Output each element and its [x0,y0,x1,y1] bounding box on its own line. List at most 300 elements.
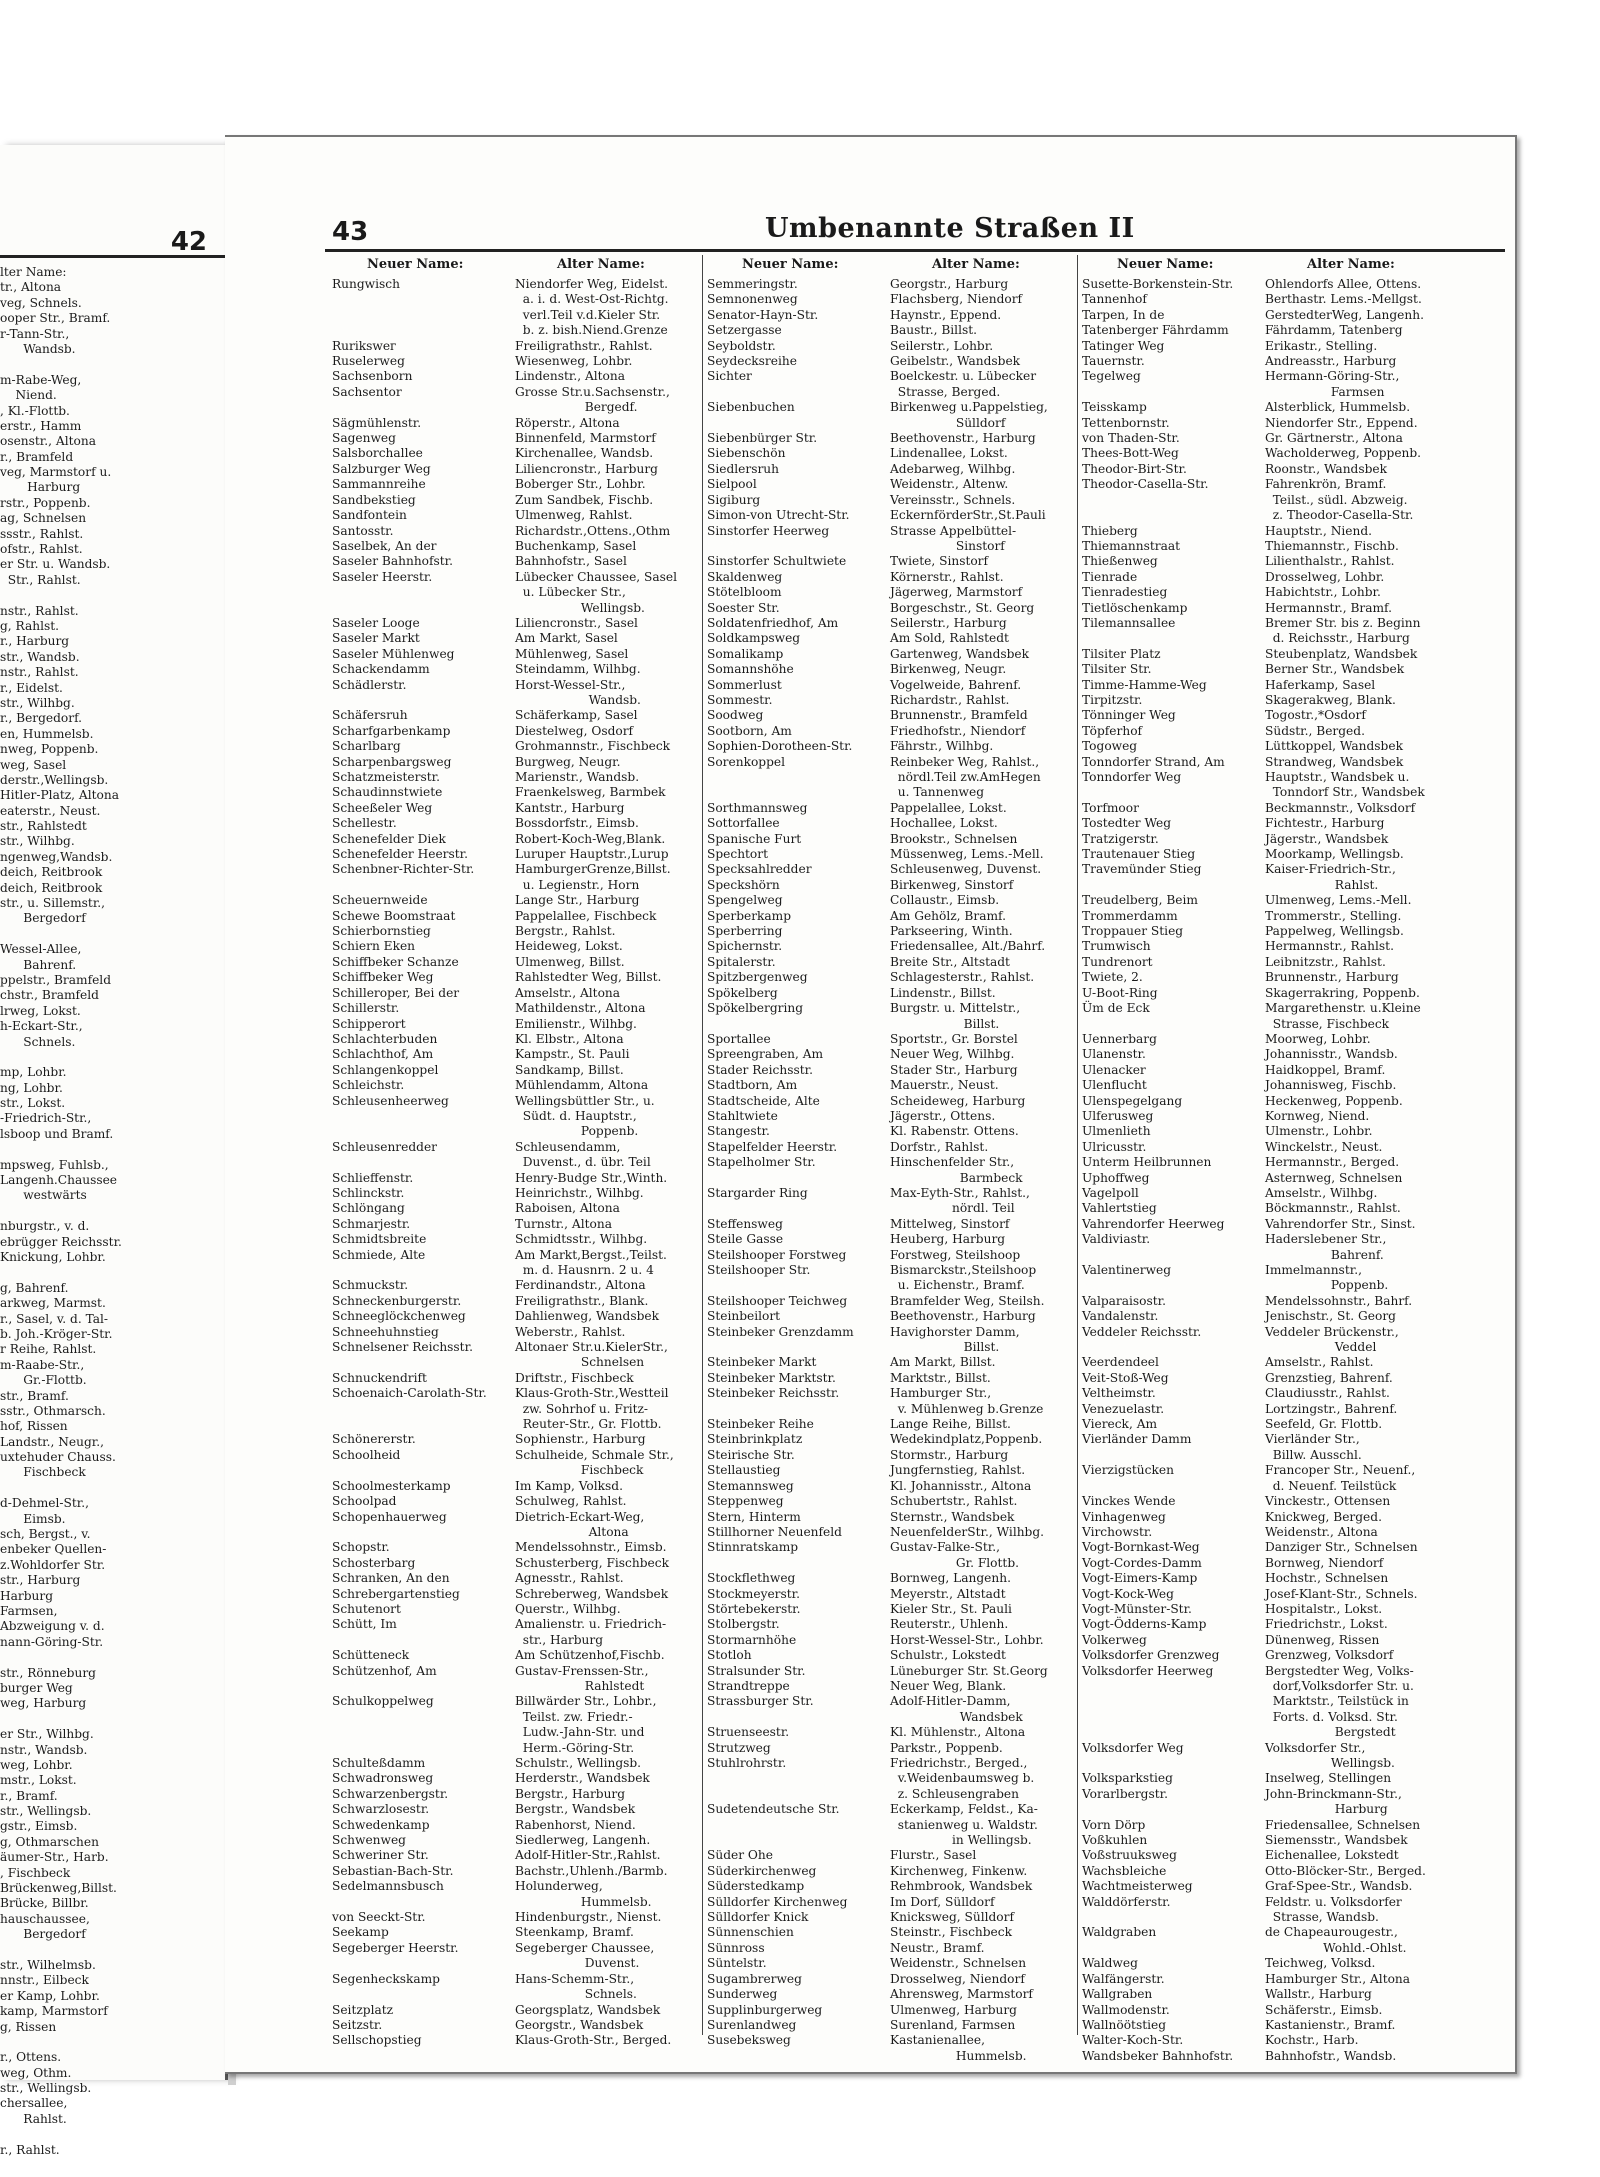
left-page-line: chstr., Bramfeld [0,988,99,1003]
street-entry [1082,1525,1452,1540]
street-entry [1082,1510,1452,1525]
old-street-name: Neuer Weg, Blank. [890,1678,1007,1693]
street-entry [1082,601,1452,616]
old-street-name: Richardstr., Rahlst. [890,692,1010,707]
street-entry [332,1864,702,1879]
new-street-name: Sägmühlenstr. [332,415,422,430]
street-entry [707,1217,1077,1232]
new-street-name: Sperberring [707,924,783,939]
new-street-name: Schutenort [332,1601,401,1616]
new-street-name: Tratzigerstr. [1082,831,1159,846]
left-page-line: Gr.-Flottb. [0,1373,87,1388]
old-street-name: Steinstr., Fischbeck [890,1925,1012,1940]
old-street-name: Wacholderweg, Poppenb. [1265,446,1422,461]
new-street-name: Stralsunder Str. [707,1663,806,1678]
street-entry [707,1941,1077,1956]
left-page-line: str., Wellingsb. [0,1804,92,1819]
header-old-name: Alter Name: [932,257,1020,272]
old-street-name: Friedensallee, Alt./Bahrf. [890,939,1046,954]
new-street-name: Uphoffweg [1082,1170,1150,1185]
street-entry [707,693,1077,708]
street-entry [1082,1371,1452,1386]
new-street-name: Volkerweg [1082,1632,1147,1647]
street-entry [707,1972,1077,1987]
new-street-name: Seitzplatz [332,2002,394,2017]
new-street-name: Tatenberger Fährdamm [1082,323,1229,338]
old-street-name: Hermann-Göring-Str., Farmsen [1265,369,1400,399]
new-street-name: Sellschopstieg [332,2033,422,2048]
street-entry [707,1140,1077,1155]
column-separator [1077,255,1078,2035]
left-page-line: str., Bramf. [0,1388,69,1403]
left-page-line: r., Bramf. [0,1788,58,1803]
left-page-line: Str., Rahlst. [0,572,81,587]
new-street-name: Tatinger Weg [1082,338,1165,353]
street-entry [1082,1124,1452,1139]
street-entry [332,431,702,446]
old-street-name: Drosselweg, Lohbr. [1265,569,1385,584]
street-entry [1082,1602,1452,1617]
old-street-name: Parkseering, Winth. [890,924,1013,939]
street-entry [707,524,1077,555]
left-page-line: r-Tann-Str., [0,326,70,341]
old-street-name: Moorkamp, Wellingsb. [1265,847,1404,862]
street-entry [1082,693,1452,708]
left-page-line [0,1050,122,1065]
old-street-name: Am Gehölz, Bramf. [890,908,1006,923]
left-page-line: Knickung, Lohbr. [0,1250,106,1264]
street-entry [1082,1833,1452,1848]
old-street-name: Weberstr., Rahlst. [515,1324,626,1339]
old-street-name: Georgstr., Wandsbek [515,2017,644,2032]
new-street-name: Steinbeker Reihe [707,1417,814,1432]
new-street-name: Veltheimstr. [1082,1386,1156,1401]
old-street-name: Lindenstr., Altona [515,369,626,384]
new-street-name: Steinbeker Marktstr. [707,1370,836,1385]
new-street-name: Schoolmesterkamp [332,1478,451,1493]
new-street-name: Saseler Heerstr. [332,569,433,584]
street-entry [707,508,1077,523]
street-entry [1082,1848,1452,1863]
street-entry [332,1648,702,1663]
street-entry [707,1587,1077,1602]
street-entry [332,277,702,339]
street-entry [1082,662,1452,677]
old-street-name: Grenzstieg, Bahrenf. [1265,1370,1393,1385]
left-page-line: d-Dehmel-Str., [0,1496,90,1511]
left-page-line: Fischbeck [0,1465,86,1480]
new-street-name: Steppenweg [707,1494,784,1509]
street-entry [707,554,1077,569]
new-street-name: Vogt-Münster-Str. [1082,1601,1192,1616]
left-page-line: enbeker Quellen- [0,1542,107,1557]
old-street-name: Baustr., Billst. [890,323,978,338]
old-street-name: Friedhofstr., Niendorf [890,723,1026,738]
left-page-line: str., Wandsb. [0,649,80,664]
street-entry [332,1340,702,1371]
new-street-name: Sunderweg [707,1987,778,2002]
street-entry [707,2003,1077,2018]
new-street-name: Ulricusstr. [1082,1139,1147,1154]
new-street-name: Sinstorfer Heerweg [707,523,830,538]
street-entry [332,1309,702,1324]
left-page-line [0,357,122,372]
new-street-name: Volksdorfer Weg [1082,1740,1184,1755]
old-street-name: Heinrichstr., Wilhbg. [515,1185,644,1200]
street-entry [1082,1895,1452,1926]
street-entry [1082,1771,1452,1786]
street-entry [707,724,1077,739]
street-entry [707,1910,1077,1925]
old-street-name: Binnenfeld, Marmstorf [515,431,656,446]
new-street-name: Tegelweg [1082,369,1141,384]
street-entry [332,1032,702,1047]
old-street-name: Bramfelder Weg, Steilsh. [890,1293,1045,1308]
new-street-name: Tilemannsallee [1082,615,1176,630]
old-street-name: Knicksweg, Sülldorf [890,1910,1014,1925]
left-page-line: str., Rönneburg [0,1665,96,1680]
street-entry [332,739,702,754]
left-page-line: arkweg, Marmst. [0,1296,106,1311]
old-street-name: Klaus-Groth-Str., Berged. [515,2033,672,2048]
left-page-line: Bergedorf [0,1927,86,1942]
street-entry [332,1001,702,1016]
old-street-name: John-Brinckmann-Str., Harburg [1265,1786,1402,1817]
column-2 [707,255,1077,2063]
old-street-name: Schulweg, Rahlst. [515,1494,627,1509]
new-street-name: Tienrade [1082,569,1138,584]
old-street-name: Turnstr., Altona [515,1216,612,1231]
left-page-line: gstr., Eimsb. [0,1819,78,1834]
street-entry [707,1741,1077,1756]
left-page-line: tr., Altona [0,280,62,295]
street-entry [1082,1741,1452,1772]
new-street-name: Schatzmeisterstr. [332,770,440,784]
old-street-name: Steindamm, Wilhbg. [515,662,641,677]
street-entry [332,708,702,723]
old-street-name: Adolf-Hitler-Str.,Rahlst. [515,1848,661,1863]
old-street-name: Hermannstr., Berged. [1265,1155,1400,1170]
old-street-name: Neuer Weg, Wilhbg. [890,1047,1015,1062]
old-street-name: Schreberweg, Wandsbek [515,1586,669,1601]
street-entry [707,1463,1077,1478]
street-entry [1082,1155,1452,1170]
old-street-name: Pappelweg, Wellingsb. [1265,924,1404,939]
left-page-line: r., Bramfeld [0,449,74,464]
old-street-name: Freiligrathstr., Rahlst. [515,338,653,353]
old-street-name: Bergstr., Wandsbek [515,1802,636,1817]
old-street-name: Birkenweg, Neugr. [890,662,1007,677]
old-street-name: Andreasstr., Harburg [1265,354,1397,369]
street-entry [332,2033,702,2048]
new-street-name: Sommestr. [707,692,773,707]
old-street-name: Seilerstr., Harburg [890,615,1007,630]
old-street-name: Scheideweg, Harburg [890,1093,1026,1108]
new-street-name: Süder Ohe [707,1848,773,1863]
old-street-name: Kochstr., Harb. [1265,2033,1359,2048]
new-street-name: U-Boot-Ring [1082,985,1158,1000]
street-entry [1082,1094,1452,1109]
old-street-name: Mendelssohnstr., Bahrf. [1265,1293,1413,1308]
street-entry [707,1032,1077,1047]
left-page-line: r., Eidelst. [0,680,63,695]
street-entry [1082,1294,1452,1309]
street-entry [332,477,702,492]
old-street-name: Brunnenstr., Bramfeld [890,708,1028,723]
old-street-name: Siedlerweg, Langenh. [515,1833,651,1848]
old-street-name: Vereinsstr., Schnels. [890,492,1016,507]
new-street-name: Schopenhauerweg [332,1509,447,1524]
left-page-line: str., Lokst. [0,1096,66,1111]
street-entry [332,1294,702,1309]
new-street-name: Strutzweg [707,1740,771,1755]
new-street-name: Stangestr. [707,1124,770,1139]
old-street-name: Hospitalstr., Lokst. [1265,1601,1383,1616]
new-street-name: Schierbornstieg [332,924,431,939]
new-street-name: Schwenweg [332,1833,406,1848]
old-street-name: Hamburger Str., Altona [1265,1971,1411,1986]
left-page-line [0,1142,122,1157]
new-street-name: Schopstr. [332,1540,390,1555]
old-street-name: Amselstr., Rahlst. [1265,1355,1374,1370]
new-street-name: Stellaustieg [707,1463,781,1478]
old-street-name: Meyerstr., Altstadt [890,1586,1006,1601]
left-page-line: nweg, Poppenb. [0,742,99,757]
street-entry [1082,369,1452,400]
street-entry [1082,462,1452,477]
new-street-name: Schnuckendrift [332,1370,427,1385]
street-entry [707,1309,1077,1324]
street-entry [1082,1402,1452,1417]
left-page-line: lrweg, Lokst. [0,1003,81,1018]
new-street-name: Seitzstr. [332,2017,383,2032]
left-page-line: str., Wellingsb. [0,2081,92,2096]
street-entry [332,1694,702,1756]
old-street-name: Lilienthalstr., Rahlst. [1265,554,1395,569]
left-page-list [0,265,122,2158]
old-street-name: Schlagesterstr., Rahlst. [890,970,1035,985]
new-street-name: Viereck, Am [1082,1417,1158,1432]
street-entry [332,1587,702,1602]
old-street-name: Diestelweg, Osdorf [515,723,634,738]
old-street-name: Gustav-Frenssen-Str., Rahlstedt [515,1663,649,1693]
left-page-line: en, Hummelsb. [0,726,94,741]
left-page-line: nstr., Wandsb. [0,1742,88,1757]
left-page-line: Farmsen, [0,1603,58,1618]
new-street-name: Sünnross [707,1940,765,1955]
left-page-line [0,2035,122,2050]
new-street-name: Soldkampsweg [707,631,801,646]
street-entry [707,1063,1077,1078]
new-street-name: Schneehuhnstieg [332,1324,439,1339]
new-street-name: Schiffbeker Weg [332,970,434,985]
left-page-line: m-Raabe-Str., [0,1357,85,1372]
right-page-number: 43 [332,217,369,247]
left-page-line: r., Rahlst. [0,2142,60,2157]
old-street-name: Habichtstr., Lohbr. [1265,585,1381,600]
new-street-name: Schackendamm [332,662,430,677]
street-entry [1082,1201,1452,1216]
new-street-name: Tettenbornstr. [1082,415,1170,430]
old-street-name: Breite Str., Altstadt [890,954,1010,969]
new-street-name: Spengelweg [707,893,783,908]
new-street-name: Sorenkoppel [707,754,786,769]
old-street-name: Niendorfer Weg, Eidelst. a. i. d. West-Ost-Richtg. verl.Teil v.d.Kieler Str. b. z. bish.Niend.Grenze [515,277,669,338]
new-street-name: Sebastian-Bach-Str. [332,1863,454,1878]
left-page-line: , Kl.-Flottb. [0,403,70,418]
old-street-name: Hinschenfelder Str., Barmbeck [890,1155,1023,1185]
old-street-name: Beckmannstr., Volksdorf [1265,800,1416,815]
street-entry [707,847,1077,862]
new-street-name: Seyboldstr. [707,338,776,353]
street-entry [1082,1186,1452,1201]
new-street-name: Sedelmannsbusch [332,1879,444,1894]
new-street-name: Stapelfelder Heerstr. [707,1139,838,1154]
street-entry [707,2018,1077,2033]
new-street-name: Süderstedkamp [707,1879,805,1894]
new-street-name: Thieberg [1082,523,1138,538]
old-street-name: Sternstr., Wandsbek [890,1509,1015,1524]
new-street-name: Seydecksreihe [707,354,797,369]
left-page-line: veg, Schnels. [0,295,82,310]
old-street-name: Jägerstr., Wandsbek [1265,831,1389,846]
left-page-line: r., Sasel, v. d. Tal- [0,1311,109,1326]
street-entry [332,385,702,416]
street-entry [1082,1047,1452,1062]
street-entry [332,832,702,847]
old-street-name: NeuenfelderStr., Wilhbg. [890,1524,1045,1539]
street-entry [1082,678,1452,693]
street-entry [332,369,702,384]
left-page [0,145,228,2157]
old-street-name: Billwärder Str., Lohbr., Teilst. zw. Friedr.- Ludw.-Jahn-Str. und Herm.-Göring-Str. [515,1694,657,1755]
new-street-name: Susette-Borkenstein-Str. [1082,277,1234,291]
street-entry [332,416,702,431]
new-street-name: Vinckes Wende [1082,1494,1176,1509]
old-street-name: Böckmannstr., Rahlst. [1265,1201,1401,1216]
left-page-line [0,927,122,942]
old-street-name: Mauerstr., Neust. [890,1078,999,1093]
new-street-name: Sachsenborn [332,369,413,384]
old-street-name: Leibnitzstr., Rahlst. [1265,954,1386,969]
old-street-name: Kampstr., St. Pauli [515,1047,630,1062]
left-page-line: er Str., Wilhbg. [0,1727,94,1742]
new-street-name: Steinbrinkplatz [707,1432,803,1447]
street-entry [1082,832,1452,847]
left-page-line: m-Rabe-Weg, [0,372,82,387]
old-street-name: Kirchenweg, Finkenw. [890,1863,1028,1878]
left-page-number: 42 [170,227,207,257]
old-street-name: Altonaer Str.u.KielerStr., Schnelsen [515,1340,668,1370]
old-street-name: Max-Eyth-Str., Rahlst., nördl. Teil [890,1185,1030,1216]
new-street-name: Sammannreihe [332,477,426,492]
old-street-name: Am Markt,Bergst.,Teilst. m. d. Hausnrn. 2 u. 4 [515,1247,667,1277]
street-entry [707,955,1077,970]
new-street-name: Süderkirchenweg [707,1863,817,1878]
new-street-name: Steilshooper Teichweg [707,1293,848,1308]
new-street-name: Spichernstr. [707,939,783,954]
street-entry [332,1140,702,1171]
street-entry [332,524,702,539]
street-entry [1082,339,1452,354]
street-entry [332,1201,702,1216]
left-page-line: ag, Schnelsen [0,511,87,526]
new-street-name: Steinbeilort [707,1309,781,1324]
old-street-name: Ohlendorfs Allee, Ottens. [1265,277,1422,291]
street-entry [1082,739,1452,754]
new-street-name: Töpferhof [1082,723,1143,738]
old-street-name: Fährdamm, Tatenberg [1265,323,1403,338]
old-street-name: Wedekindplatz,Poppenb. [890,1432,1043,1447]
street-entry [1082,1109,1452,1124]
street-entry [707,601,1077,616]
left-page-line: ofstr., Rahlst. [0,542,83,557]
street-entry [332,554,702,569]
old-street-name: Skagerakweg, Blank. [1265,692,1396,707]
old-street-name: Dorfstr., Rahlst. [890,1139,989,1154]
old-street-name: Liliencronstr., Sasel [515,615,638,630]
street-entry [707,755,1077,801]
street-entry [332,1941,702,1972]
old-street-name: Am Sold, Rahlstedt [890,631,1009,646]
left-page-line: weg, Lohbr. [0,1757,73,1772]
new-street-name: Ulenspegelgang [1082,1093,1183,1108]
street-entry [1082,1818,1452,1833]
left-page-line: str., u. Sillemstr., [0,896,106,911]
street-entry [1082,1587,1452,1602]
new-street-name: Ulenacker [1082,1062,1146,1077]
new-street-name: Schulteßdamm [332,1756,426,1770]
old-street-name: Henry-Budge Str.,Winth. [515,1170,668,1185]
left-page-line: r., Harburg [0,634,70,649]
column-entries [332,277,702,2049]
column-entries [707,277,1077,2064]
old-street-name: Kornweg, Niend. [1265,1108,1370,1123]
street-entry [707,1355,1077,1370]
left-page-line: Langenh.Chaussee [0,1173,118,1188]
new-street-name: Semnonenweg [707,292,798,307]
new-street-name: Stockmeyerstr. [707,1586,800,1601]
old-street-name: Mendelssohnstr., Eimsb. [515,1540,667,1555]
old-street-name: Weidenstr., Altona [1265,1524,1378,1539]
new-street-name: Trommerdamm [1082,908,1178,923]
new-street-name: Schenefelder Heerstr. [332,847,469,862]
new-street-name: Tannenhof [1082,292,1147,307]
new-street-name: Volksdorfer Grenzweg [1082,1648,1220,1663]
new-street-name: Thießenweg [1082,554,1158,569]
new-street-name: Sottorfallee [707,816,780,831]
street-entry [1082,354,1452,369]
old-street-name: Körnerstr., Rahlst. [890,569,1004,584]
old-street-name: Richardstr.,Ottens.,Othm [515,523,671,538]
street-entry [707,1186,1077,1217]
street-entry [707,1525,1077,1540]
old-street-name: Im Dorf, Sülldorf [890,1894,995,1909]
new-street-name: Sootborn, Am [707,723,792,738]
old-street-name: Bahnhofstr., Sasel [515,554,627,569]
new-street-name: Setzergasse [707,323,782,338]
street-entry [332,616,702,631]
left-page-line: Rahlst. [0,2111,67,2126]
street-entry [707,1617,1077,1632]
left-page-line: uxtehuder Chauss. [0,1450,116,1465]
old-street-name: Burgweg, Neugr. [515,754,621,769]
header-new-name: Neuer Name: [1117,257,1214,272]
new-street-name: Treudelberg, Beim [1082,893,1198,908]
old-street-name: Grosse Str.u.Sachsenstr., Bergedf. [515,384,670,415]
new-street-name: Saselbek, An der [332,538,437,553]
street-entry [332,1278,702,1293]
